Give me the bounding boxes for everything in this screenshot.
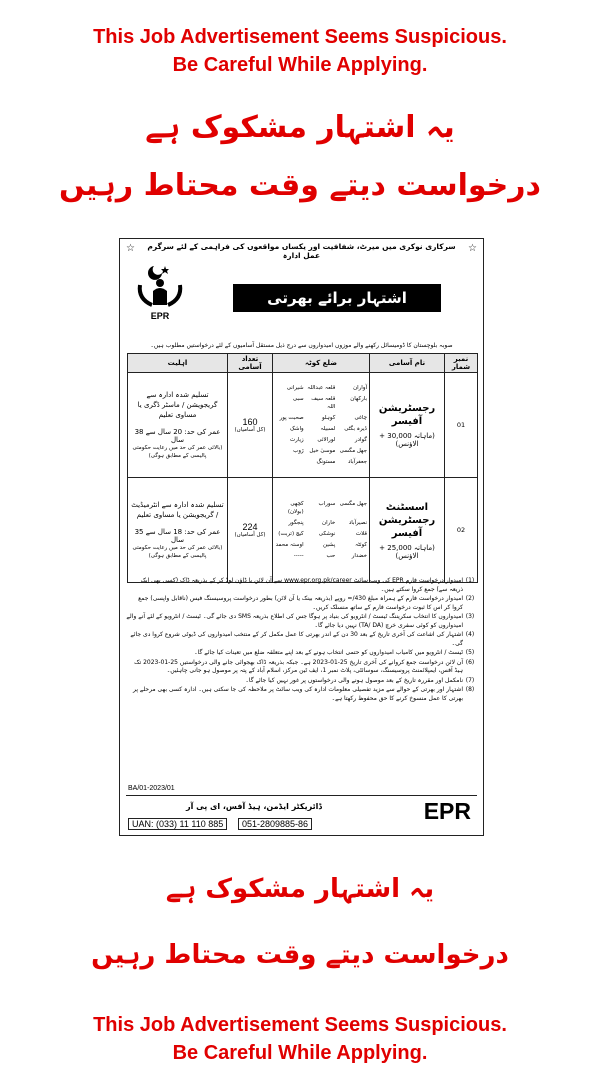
district-placeholder: ----- [293,553,304,559]
post-count-note: (کل آسامیاں) [234,427,266,433]
note-item [126,649,477,658]
district: جھل مگسی [339,501,367,507]
note-item [126,595,477,612]
district: نوشکی [318,531,336,537]
district: سبی [292,396,304,402]
header-post: نام آسامی [370,354,445,373]
note-text: اشتہار کی اشاعت کی آخری تاریخ کے بعد 30 دن کے اندر بھرتی کا عمل مکمل کر کے منتخب امیدواروں کی ڈیوٹی شروع کروا دی جائے گی۔ [130,631,463,647]
note-number: (8) [465,686,475,693]
district: کوئٹہ [355,542,367,548]
district: بارکھان [350,396,367,402]
table-row [128,478,478,583]
qualification: تسلیم شدہ ادارہ سے گریجویشن / ماسٹر ڈگری یا مساوی تعلیم [137,391,218,419]
district: نصیرآباد [348,520,367,526]
district: خاران [322,520,336,526]
row-qualification [128,373,228,478]
district: چاغی [354,415,367,421]
note-item [126,686,477,703]
district: خضدار [351,553,367,559]
post-count: 160 [242,417,258,427]
note-number: (6) [465,658,475,666]
district: زیارت [289,437,304,443]
district: کوہلو [321,415,336,421]
director-address: ڈائریکٹر ایڈمن، ہیڈ آفس، ای پی آر [186,802,322,811]
district: ژوب [293,448,304,454]
jobs-table [127,353,478,583]
post-count-note: (کل آسامیاں) [234,532,266,538]
ad-footer [126,795,477,834]
note-item [126,577,477,594]
note-text: امیدواروں کا انتخاب سکریننگ ٹیسٹ / انٹرویو کی بنیاد پر ہوگا جس کی اطلاع بذریعہ SMS دی جائے گی۔ ٹیسٹ / انٹرویو کے لئے آنے والے امیدواروں کو کوئی سفری خرچ (TA/ DA) نہیں دیا جائے گا۔ [126,613,463,629]
district: جعفرآباد [347,459,367,465]
note-item [126,631,477,648]
qualification: تسلیم شدہ ادارہ سے انٹرمیڈیٹ / گریجویشن یا مساوی تعلیم [131,501,224,519]
district: قلات [355,531,367,537]
urdu-warning-line-1: یہ اشتہار مشکوک ہے [165,874,435,904]
note-text: نامکمل اور مقررہ تاریخ کے بعد موصول ہونے والی درخواستوں پر غور نہیں کیا جائے گا۔ [245,676,463,684]
district: پنجگور [288,520,304,526]
star-icon: ☆ [126,243,135,254]
ad-banner: اشتہار برائے بھرتی [233,284,441,312]
row-post [370,373,445,478]
row-sr: 01 [445,373,478,478]
header-count: تعداد آسامی [228,354,273,373]
epr-logo-icon [134,263,186,307]
district: لورالائی [317,437,336,443]
district-list [275,500,367,560]
note-item [126,659,477,676]
urdu-warning-line-2: درخواست دیتے وقت محتاط رہیں [91,940,509,970]
district: صحبت پور [279,415,304,421]
district: قلعہ عبداللہ [307,385,336,391]
note-text: امیدوار درخواست فارم EPR کی ویب سائٹ www.epr.org.pk/career سے آن لائن یا ڈاؤن لوڈ کر کے بذریعہ ڈاک (کسی بھی ایک ذریعہ سے) جمع کروا سکتے ہیں۔ [140,577,463,593]
district: گوادر [354,437,367,443]
epr-wordmark: EPR [423,798,471,824]
district: لسبیلہ [320,426,336,432]
star-icon: ☆ [468,243,477,254]
district: اوستہ محمد [275,542,304,548]
urdu-warning-line-1: یہ اشتہار مشکوک ہے [145,110,455,145]
header-qualification: اہلیت [128,354,228,373]
row-districts [273,478,370,583]
notes-list [126,577,477,704]
logo-label: EPR [150,311,170,321]
post-title: اسسٹنٹ رجسٹریشن آفیسر [378,501,436,539]
district: قلعہ سیف اللہ [311,396,336,410]
district: ڈیرہ بگٹی [344,426,367,432]
district: پشین [323,542,336,548]
district: آواران [353,385,367,391]
district: جھل مگسی [339,448,367,454]
warning-line-1: This Job Advertisement Seems Suspicious. [93,26,507,48]
row-post [370,478,445,583]
age-note: (بالائی عمر کی حد میں رعایت حکومتی پالیسی کے مطابق ہوگی) [132,445,223,459]
phone-number: 051-2809885-86 [238,818,312,830]
note-number: (4) [465,631,475,638]
header-district: ضلع کوٹہ [273,354,370,373]
note-number: (5) [465,649,475,656]
row-qualification [128,478,228,583]
epr-logo [134,263,186,319]
reference-number: BA/01-2023/01 [128,785,175,792]
table-header-row [128,354,478,373]
post-salary: (ماہانہ 25,000 + الاؤنس) [379,543,435,560]
warning-line-2: Be Careful While Applying. [172,1042,428,1064]
warning-line-2: Be Careful While Applying. [172,54,428,76]
district-list [275,384,367,466]
age-limit: عمر کی حد: 20 سال سے 38 سال [134,428,221,444]
age-note: (بالائی عمر کی حد میں رعایت حکومتی پالیسی کے مطابق ہوگی) [132,545,223,559]
warning-line-1: This Job Advertisement Seems Suspicious. [93,1014,507,1036]
district: مستونگ [316,459,336,465]
ad-intro: صوبہ بلوچستان کا ڈومیسائل رکھنے والے موزوں امیدواروں سے درج ذیل مستقل آسامیوں کے لئے درخواستیں مطلوب ہیں۔ [150,342,453,349]
post-count: 224 [242,522,258,532]
district: موسیٰ خیل [309,448,336,454]
urdu-warning-line-2: درخواست دیتے وقت محتاط رہیں [59,168,541,203]
ad-tagline: سرکاری نوکری میں میرٹ، شفافیت اور یکساں مواقعوں کی فراہمی کے لئے سرگرم عمل ادارہ [147,242,456,260]
uan-number: UAN: (033) 11 110 885 [128,818,227,830]
row-sr: 02 [445,478,478,583]
job-advertisement [119,238,484,836]
post-title: رجسٹریشن آفیسر [378,403,436,427]
table-row [128,373,478,478]
age-limit: عمر کی حد: 18 سال سے 35 سال [134,528,221,544]
note-number: (1) [465,577,475,584]
district: کیچ (تربت) [278,531,304,537]
row-districts [273,373,370,478]
note-number: (3) [465,613,475,620]
note-text: ٹیسٹ / انٹرویو میں کامیاب امیدواروں کو حتمی انتخاب ہونے کے بعد اپنے متعلقہ ضلع میں تعینات کیا جائے گا۔ [194,649,463,656]
note-number: (7) [465,676,475,684]
district: حب [326,553,336,559]
district: کچھی (بولان) [287,501,304,515]
row-count [228,373,273,478]
header-sr: نمبر شمار [445,354,478,373]
district: سوراب [318,501,336,507]
note-text: آن لائن درخواست جمع کروانے کی آخری تاریخ 25-01-2023 ہے۔ جبکہ بذریعہ ڈاک بھجوائی جانے والی درخواستیں 25-01-2023 تک ہیڈ آفس، ایمپلائمنٹ پروسیسنگ، سوسائٹی، پلاٹ نمبر 1، ایف ٹین مرکز، اسلام آباد کے پتہ پر موصول ہو جانی چاہئیں۔ [134,658,463,674]
district: شیرانی [286,385,304,391]
row-count [228,478,273,583]
note-text: امیدوار درخواست فارم کے ہمراہ مبلغ 430/= روپے (بذریعہ بینک یا آن لائن) بطور درخواست پروسیسنگ فیس (ناقابل واپسی) جمع کروا کر اس کا ثبوت درخواست فارم کے ساتھ منسلک کریں۔ [138,595,463,611]
post-salary: (ماہانہ 30,000 + الاؤنس) [379,432,435,448]
district: واشک [289,426,304,432]
note-number: (2) [465,595,475,602]
note-item [126,677,477,686]
note-text: اشتہار اور بھرتی کے حوالے سے مزید تفصیلی معلومات ادارہ کی ویب سائٹ پر ملاحظہ کی جا سکتی ہیں۔ ادارہ کسی بھی مرحلے پر بھرتی کا عمل منسوخ کرنے کا حق محفوظ رکھتا ہے۔ [133,686,463,702]
note-item [126,613,477,630]
